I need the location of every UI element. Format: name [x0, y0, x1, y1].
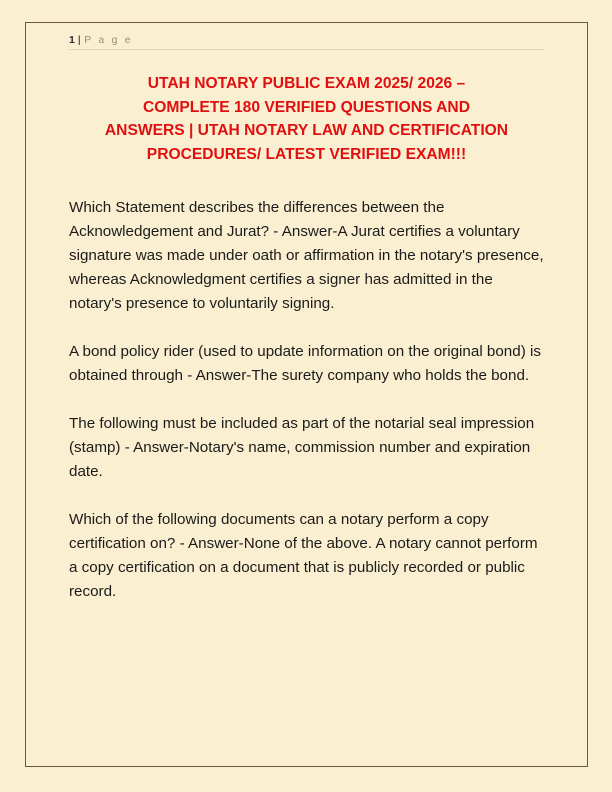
title-line-1: UTAH NOTARY PUBLIC EXAM 2025/ 2026 –	[147, 75, 466, 92]
question-answer-list	[69, 196, 544, 604]
page-number-value: 1	[69, 34, 75, 46]
question-answer-item: Which of the following documents can a notary perform a copy certification on? - Answer-None of the above. A notary cannot perform a copy certification on a document that is publicly recorded or public record.	[69, 511, 538, 600]
page-word-label: P a g e	[84, 34, 133, 46]
header-divider	[69, 49, 544, 50]
title-line-2: COMPLETE 180 VERIFIED QUESTIONS AND	[143, 98, 470, 116]
page-header	[69, 22, 544, 50]
question-answer-item: Which Statement describes the differences between the Acknowledgement and Jurat? - Answer-A Jurat certifies a voluntary signature was made under oath or affirmation in the notary's presence, whereas Acknowledgment certifies a signer has admitted in the notary's presence to voluntarily signing.	[69, 199, 544, 312]
title-line-4: PROCEDURES/ LATEST VERIFIED EXAM!!!	[146, 145, 467, 163]
page-number-separator: |	[77, 34, 82, 46]
question-answer-item: A bond policy rider (used to update information on the original bond) is obtained through - Answer-The surety company who holds the bond.	[69, 343, 541, 384]
page-number-label	[69, 34, 544, 46]
page-content	[25, 22, 588, 767]
question-answer-item: The following must be included as part of the notarial seal impression (stamp) - Answer-Notary's name, commission number and expiration date.	[69, 415, 535, 480]
document-title	[69, 72, 544, 166]
title-line-3: ANSWERS | UTAH NOTARY LAW AND CERTIFICATION	[104, 122, 509, 139]
